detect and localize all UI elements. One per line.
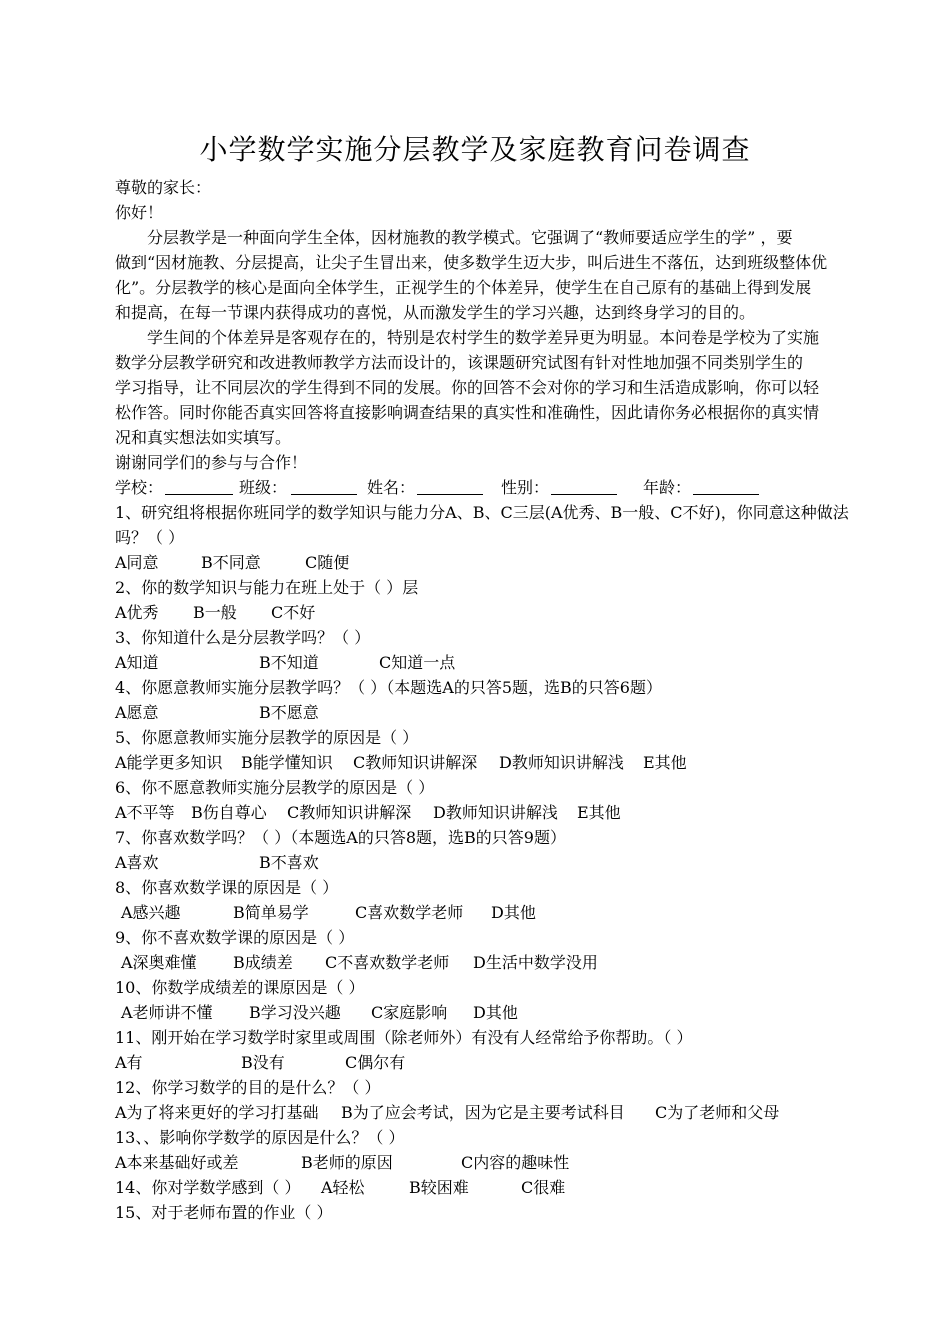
name-blank[interactable] <box>417 477 483 495</box>
school-label: 学校： <box>115 478 164 497</box>
option[interactable]: A优秀 <box>115 603 159 622</box>
option[interactable]: B为了应会考试，因为它是主要考试科目 <box>341 1103 625 1122</box>
thanks-line: 谢谢同学们的参与与合作！ <box>115 453 308 472</box>
option[interactable]: A能学更多知识 <box>115 753 223 772</box>
options-row <box>115 900 815 925</box>
options-row <box>115 1150 815 1175</box>
option[interactable]: C随便 <box>305 553 350 572</box>
options-row <box>115 800 815 825</box>
question-text: 6、你不愿意教师实施分层教学的原因是（ ） <box>115 778 435 797</box>
option[interactable]: A不平等 <box>115 803 175 822</box>
option[interactable]: E其他 <box>577 803 621 822</box>
question-text: 11、刚开始在学习数学时家里或周围（除老师外）有没有人经常给予你帮助。（ ） <box>115 1028 693 1047</box>
paragraph-2-line: 松作答。同时你能否真实回答将直接影响调查结果的真实性和准确性，因此请你务必根据你的真实情 <box>115 403 820 422</box>
paragraph-1-line: 化”。分层教学的核心是面向全体学生，正视学生的个体差异，使学生在自己原有的基础上得到发展 <box>115 278 812 297</box>
question-text: 3、你知道什么是分层教学吗？（ ） <box>115 628 371 647</box>
class-label: 班级： <box>239 478 288 497</box>
question-text: 12、你学习数学的目的是什么？（ ） <box>115 1078 381 1097</box>
option[interactable]: A同意 <box>115 553 159 572</box>
option[interactable]: B伤自尊心 <box>191 803 267 822</box>
paragraph-1-line: 和提高，在每一节课内获得成功的喜悦，从而激发学生的学习兴趣，达到终身学习的目的。 <box>115 303 756 322</box>
question-text: 13、、影响你学数学的原因是什么？（ ） <box>115 1128 405 1147</box>
options-row <box>115 750 815 775</box>
option[interactable]: C很难 <box>521 1178 566 1197</box>
paragraph-2-line: 学习指导，让不同层次的学生得到不同的发展。你的回答不会对你的学习和生活造成影响，你可以轻 <box>115 378 820 397</box>
age-blank[interactable] <box>693 477 759 495</box>
option[interactable]: A深奥难懂 <box>121 953 197 972</box>
option[interactable]: B不知道 <box>259 653 319 672</box>
question-text: 5、你愿意教师实施分层教学的原因是（ ） <box>115 728 419 747</box>
options-row <box>115 1050 815 1075</box>
option[interactable]: C喜欢数学老师 <box>355 903 464 922</box>
question-text: 8、你喜欢数学课的原因是（ ） <box>115 878 339 897</box>
option[interactable]: A老师讲不懂 <box>121 1003 213 1022</box>
option[interactable]: C不好 <box>271 603 316 622</box>
option[interactable]: C知道一点 <box>379 653 456 672</box>
option[interactable]: B较困难 <box>409 1178 469 1197</box>
option[interactable]: B不喜欢 <box>259 853 319 872</box>
paragraph-1-line: 分层教学是一种面向学生全体，因材施教的教学模式。它强调了“教师要适应学生的学” ，要 <box>147 228 793 247</box>
question-text: 2、你的数学知识与能力在班上处于（ ）层 <box>115 578 419 597</box>
option[interactable]: D教师知识讲解浅 <box>499 753 624 772</box>
question-text: 4、你愿意教师实施分层教学吗？（ ）（本题选A的只答5题，选B的只答6题） <box>115 678 662 697</box>
options-row <box>115 1000 815 1025</box>
option[interactable]: D生活中数学没用 <box>473 953 598 972</box>
option[interactable]: E其他 <box>643 753 687 772</box>
options-row <box>115 950 815 975</box>
option[interactable]: A有 <box>115 1053 143 1072</box>
option[interactable]: B简单易学 <box>233 903 309 922</box>
options-row <box>115 650 815 675</box>
option[interactable]: A本来基础好或差 <box>115 1153 239 1172</box>
question-text: 10、你数学成绩差的课原因是（ ） <box>115 978 365 997</box>
option[interactable]: C内容的趣味性 <box>461 1153 570 1172</box>
question-text: 15、对于老师布置的作业（ ） <box>115 1203 333 1222</box>
option[interactable]: B成绩差 <box>233 953 293 972</box>
option[interactable]: D教师知识讲解浅 <box>433 803 558 822</box>
option[interactable]: B不愿意 <box>259 703 319 722</box>
question-text: 14、你对学数学感到（ ） <box>115 1178 301 1197</box>
paragraph-2-line: 数学分层教学研究和改进教师教学方法而设计的，该课题研究试图有针对性地加强不同类别学生的 <box>115 353 804 372</box>
school-blank[interactable] <box>165 477 233 495</box>
options-row <box>115 1100 815 1125</box>
question-text: 吗？（ ） <box>115 528 185 547</box>
class-blank[interactable] <box>291 477 357 495</box>
options-row <box>115 700 815 725</box>
age-label: 年龄： <box>643 478 692 497</box>
paragraph-1-line: 做到“因材施教、分层提高，让尖子生冒出来，使多数学生迈大步，叫后进生不落伍，达到班级整体优 <box>115 253 828 272</box>
option[interactable]: C为了老师和父母 <box>655 1103 780 1122</box>
option[interactable]: A轻松 <box>321 1178 365 1197</box>
option[interactable]: C教师知识讲解深 <box>287 803 412 822</box>
option[interactable]: A知道 <box>115 653 159 672</box>
option[interactable]: D其他 <box>491 903 536 922</box>
option[interactable]: B能学懂知识 <box>241 753 333 772</box>
paragraph-2-line: 学生间的个体差异是客观存在的，特别是农村学生的数学差异更为明显。本问卷是学校为了实施 <box>147 328 820 347</box>
option[interactable]: A愿意 <box>115 703 159 722</box>
option[interactable]: A为了将来更好的学习打基础 <box>115 1103 319 1122</box>
gender-label: 性别： <box>501 478 550 497</box>
hello: 你好！ <box>115 203 164 222</box>
option[interactable]: B学习没兴趣 <box>249 1003 341 1022</box>
options-row <box>115 550 815 575</box>
paragraph-2-line: 况和真实想法如实填写。 <box>115 428 292 447</box>
option[interactable]: B不同意 <box>201 553 261 572</box>
greeting: 尊敬的家长： <box>115 178 212 197</box>
question-row <box>115 1175 815 1200</box>
option[interactable]: B老师的原因 <box>301 1153 393 1172</box>
option[interactable]: C不喜欢数学老师 <box>325 953 450 972</box>
option[interactable]: A感兴趣 <box>121 903 181 922</box>
question-text: 1、研究组将根据你班同学的数学知识与能力分A、B、C三层(A优秀、B一般、C不好)，你同意这种做法 <box>115 503 849 522</box>
page-title: 小学数学实施分层教学及家庭教育问卷调查 <box>199 133 751 166</box>
options-row <box>115 850 815 875</box>
option[interactable]: B没有 <box>241 1053 285 1072</box>
option[interactable]: A喜欢 <box>115 853 159 872</box>
info-fields-row <box>115 475 815 500</box>
option[interactable]: C偶尔有 <box>345 1053 406 1072</box>
question-text: 7、你喜欢数学吗？（ ）（本题选A的只答8题，选B的只答9题） <box>115 828 566 847</box>
option[interactable]: C教师知识讲解深 <box>353 753 478 772</box>
options-row <box>115 600 815 625</box>
gender-blank[interactable] <box>551 477 617 495</box>
question-text: 9、你不喜欢数学课的原因是（ ） <box>115 928 355 947</box>
option[interactable]: D其他 <box>473 1003 518 1022</box>
option[interactable]: C家庭影响 <box>371 1003 448 1022</box>
name-label: 姓名： <box>367 478 416 497</box>
option[interactable]: B一般 <box>193 603 237 622</box>
